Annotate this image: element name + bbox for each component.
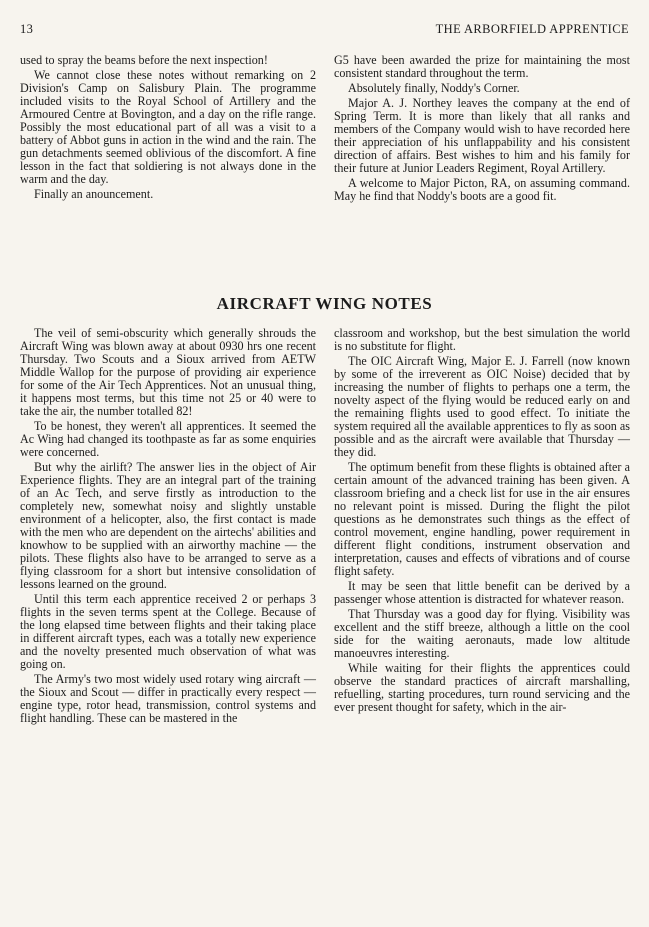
page-number: 13 (20, 22, 34, 36)
paragraph: used to spray the beams before the next inspection! (20, 53, 268, 67)
paragraph: classroom and workshop, but the best simulation the world is no substitute for flight. (334, 326, 630, 353)
running-title: THE ARBORFIELD APPRENTICE (435, 22, 629, 36)
paragraph: Major A. J. Northey leaves the company at the end of Spring Term. It is more than likely that all ranks and members of the Company would wish to have recorded here their appreciation of his unflappability and his consistent direction of affairs. Best wishes to him and his family for their future at Junior Leaders Regiment, Royal Artillery. (334, 96, 630, 175)
paragraph: The OIC Aircraft Wing, Major E. J. Farrell (now known by some of the irreverent as OIC Noise) decided that by increasing the number of flights to perhaps one a term, the novelty aspect of the flying would be reduced early on and the remaining flights used to good effect. To initiate the system required all the available apprentices to fly as soon as possible and as the aircraft were available that Thursday — they did. (334, 354, 630, 459)
paragraph: The Army's two most widely used rotary wing aircraft — the Sioux and Scout — differ in practically every respect — engine type, rotor head, transmission, control systems and flight handling. These can be mastered in the (20, 672, 316, 725)
paragraph: While waiting for their flights the apprentices could observe the standard practices of aircraft marshalling, refuelling, starting procedures, turn round servicing and the ever present thought for safety, which in the air- (334, 661, 630, 714)
article-title: AIRCRAFT WING NOTES (216, 294, 433, 313)
running-header (20, 22, 629, 38)
column-bottom-right (334, 327, 630, 714)
paragraph: It may be seen that little benefit can be derived by a passenger whose attention is distracted for whatever reason. (334, 579, 630, 606)
paragraph: But why the airlift? The answer lies in the object of Air Experience flights. They are an integral part of the training of an Ac Tech, and serve firstly as introduction to the completely new, somewhat noisy and slightly unstable environment of a helicopter, also, the first contact is made with the men who are dependent on the airtechs' abilities and knowhow to be supplied with an airworthy machine — the pilots. These flights also have to be arranged to serve as a flying classroom for a short but intensive consolidation of lessons learned on the ground. (20, 460, 316, 591)
paragraph: A welcome to Major Picton, RA, on assuming command. May he find that Noddy's boots are a good fit. (334, 176, 630, 203)
paragraph: Until this term each apprentice received 2 or perhaps 3 flights in the seven terms spent at the College. Because of the long elapsed time between flights and their taking place in different aircraft types, each was a totally new experience and the novelty presented much observation of what was going on. (20, 592, 316, 671)
paragraph: That Thursday was a good day for flying. Visibility was excellent and the stiff breeze, although a little on the cool side for the waiting aeronauts, made low altitude manoeuvres interesting. (334, 607, 630, 660)
column-top-right (334, 54, 630, 203)
paragraph: The veil of semi-obscurity which generally shrouds the Aircraft Wing was blown away at about 0930 hrs one recent Thursday. Two Scouts and a Sioux arrived from AETW Middle Wallop for the purpose of providing air experience for some of the Air Tech Apprentices. Not an unusual thing, it happens most terms, but this time not 25 or 40 were to take the air, the number totalled 82! (20, 326, 316, 418)
column-bottom-left (20, 327, 316, 725)
paragraph: The optimum benefit from these flights is obtained after a certain amount of the advanced training has been given. A classroom briefing and a check list for use in the air ensures no relevant point is missed. During the flight the pilot questions as he demonstrates such things as the effect of control movement, engine handling, power requirement in different flight conditions, instrument observation and interpretation, causes and effects of vibrations and of course flight safety. (334, 460, 630, 578)
paragraph: We cannot close these notes without remarking on 2 Division's Camp on Salisbury Plain. The programme included visits to the Royal School of Artillery and the Armoured Centre at Bovington, and a day on the rifle range. Possibly the most educational part of all was a visit to a battery of Abbot guns in action in the wind and the rain. The gun detachments seemed oblivious of the discomfort. A fine lesson in the fact that soldiering is not always done in the warm and the day. (20, 68, 316, 186)
paragraph: To be honest, they weren't all apprentices. It seemed the Ac Wing had changed its toothpaste as far as some enquiries were concerned. (20, 419, 316, 459)
paragraph: G5 have been awarded the prize for maintaining the most consistent standard throughout the term. (334, 53, 630, 80)
paragraph: Finally an anouncement. (34, 187, 154, 201)
paragraph: Absolutely finally, Noddy's Corner. (348, 81, 520, 95)
column-top-left (20, 54, 316, 201)
